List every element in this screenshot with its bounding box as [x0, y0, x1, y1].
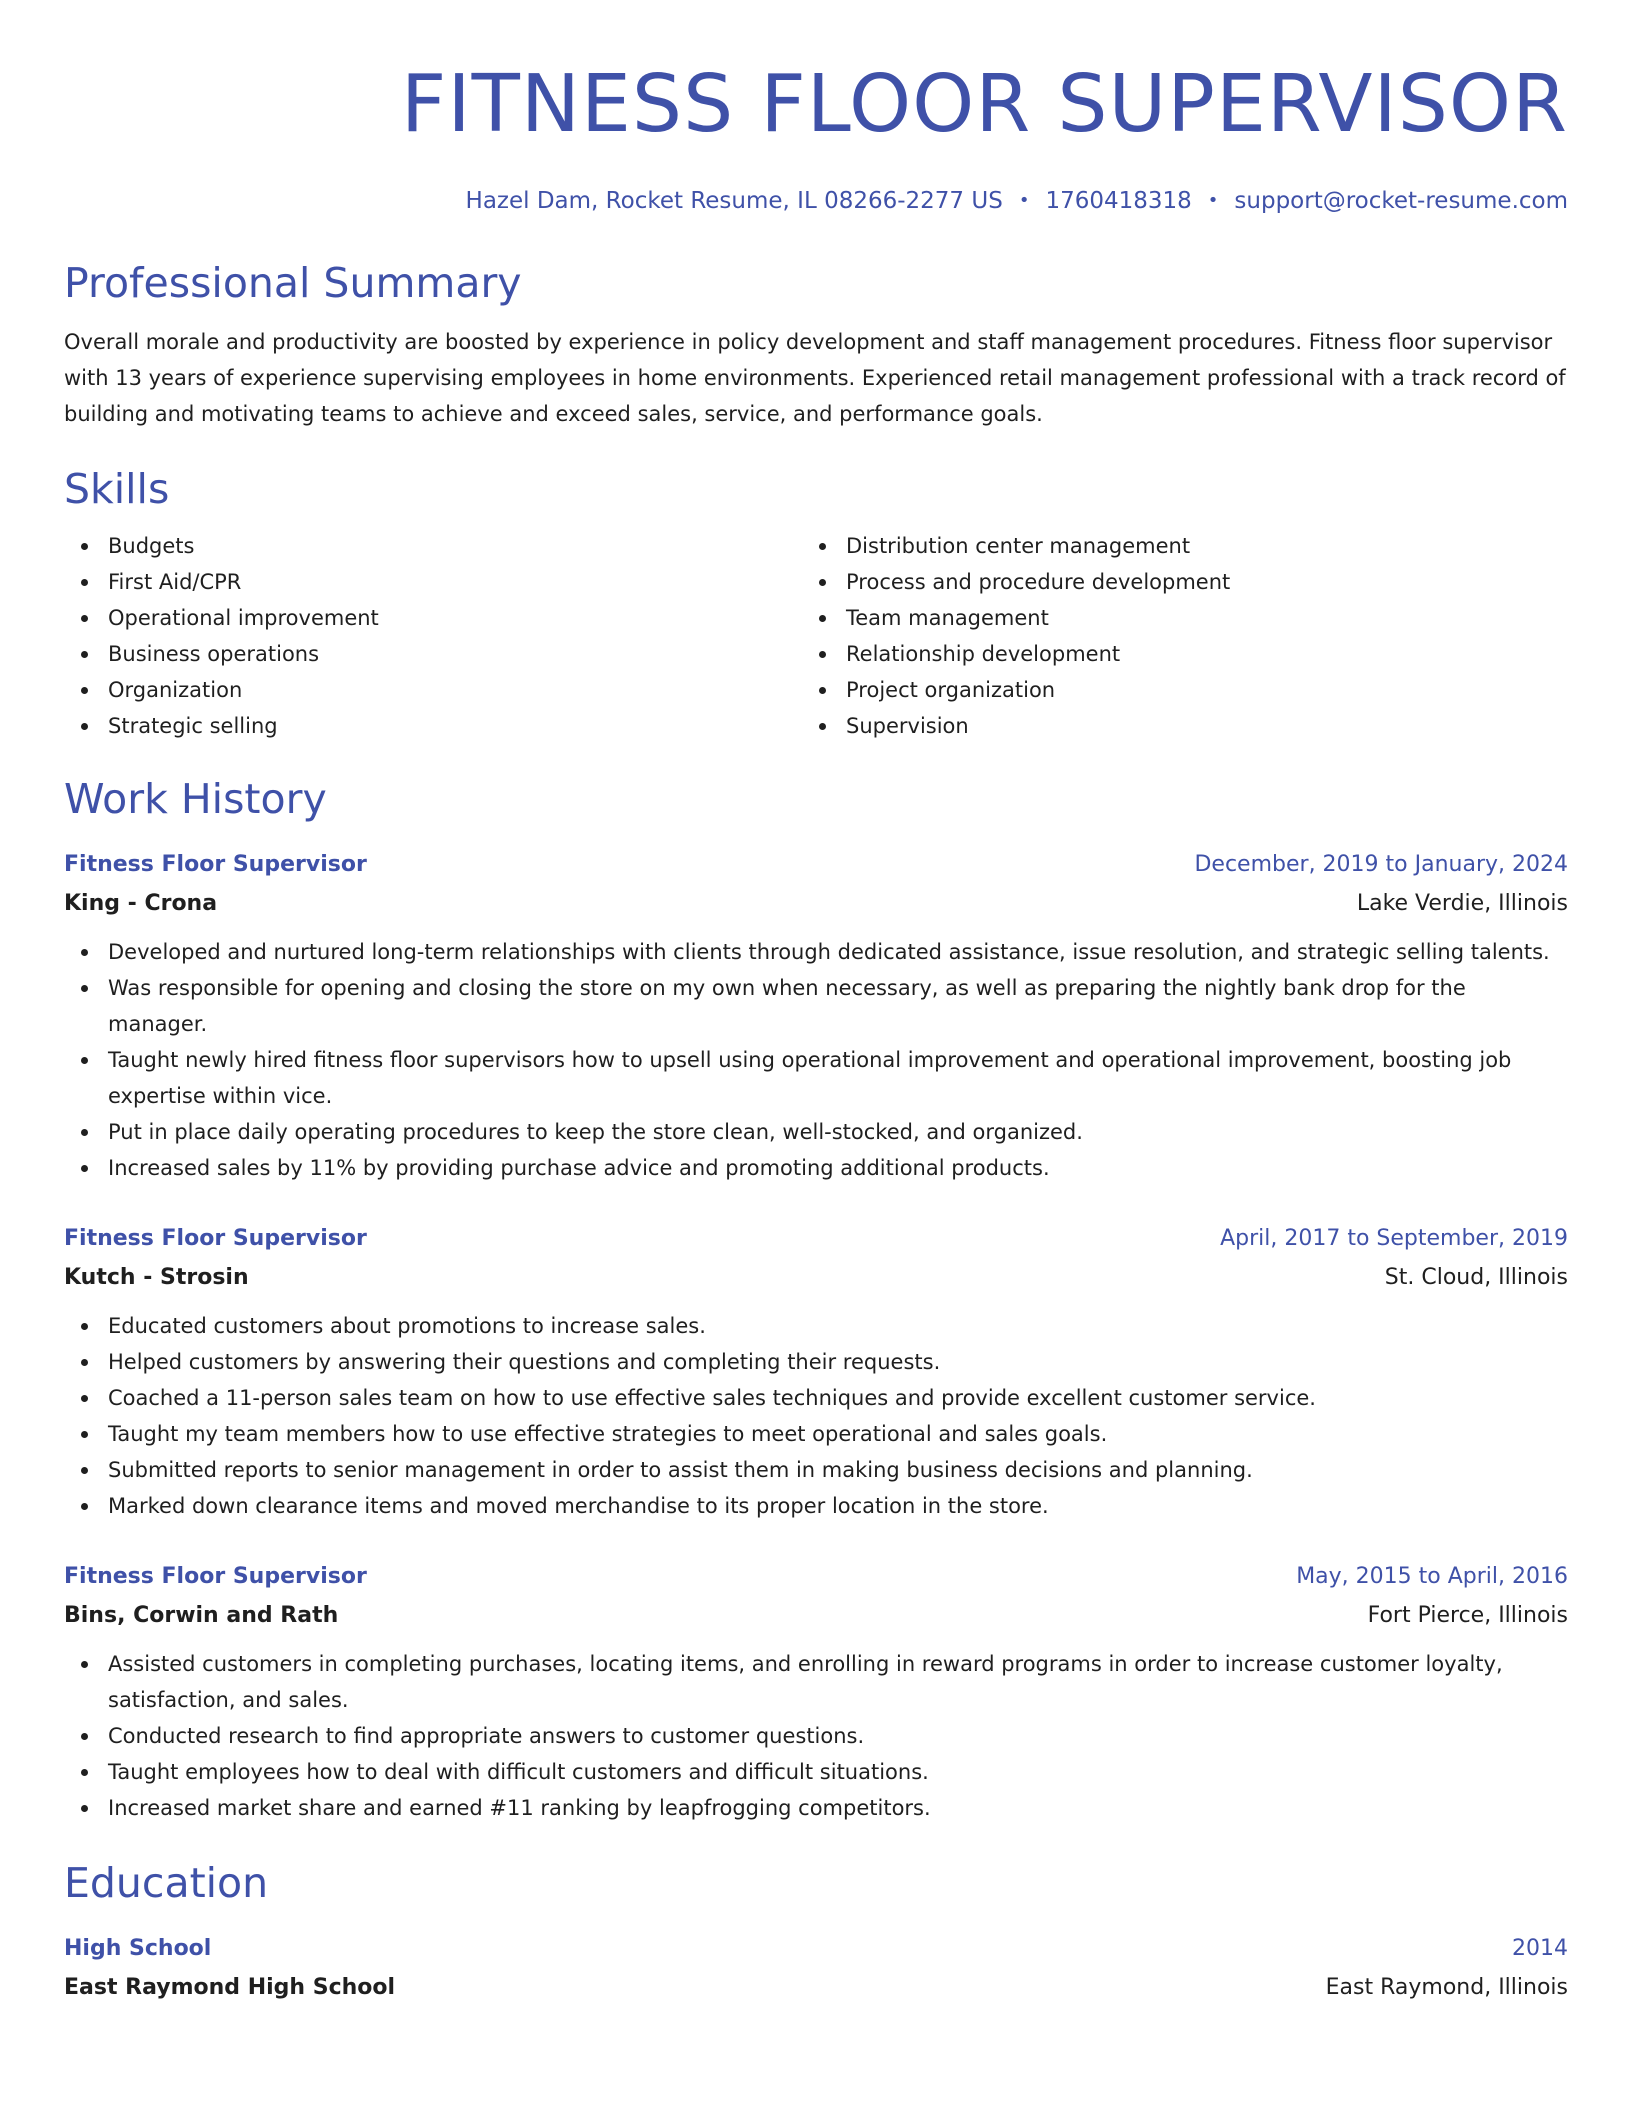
job-location: St. Cloud, Illinois [1384, 1265, 1568, 1290]
skill-item: Supervision [802, 708, 1540, 744]
job-entry [64, 1220, 1568, 1524]
job-role: Fitness Floor Supervisor [64, 852, 367, 877]
skill-item: Project organization [802, 672, 1540, 708]
job-company: Kutch - Strosin [64, 1265, 249, 1290]
job-bullet: Put in place daily operating procedures to keep the store clean, well-stocked, and organized. [64, 1114, 1568, 1150]
contact-address: Hazel Dam, Rocket Resume, IL 08266-2277 US [465, 188, 1003, 214]
job-company: Bins, Corwin and Rath [64, 1603, 339, 1628]
skill-item: First Aid/CPR [64, 564, 802, 600]
skills-column-right [802, 528, 1540, 744]
job-entry [64, 846, 1568, 1186]
skills-list [64, 528, 1568, 744]
contact-line [64, 186, 1568, 216]
job-bullet: Taught newly hired fitness floor supervisors how to upsell using operational improvement and operational improvement, boosting job expertise within vice. [64, 1042, 1568, 1114]
resume-title: FITNESS FLOOR SUPERVISOR [400, 58, 1568, 150]
job-dates: April, 2017 to September, 2019 [1220, 1226, 1568, 1251]
job-role: Fitness Floor Supervisor [64, 1226, 367, 1251]
education-year: 2014 [1512, 1936, 1568, 1961]
skills-heading: Skills [64, 465, 170, 513]
job-location: Lake Verdie, Illinois [1356, 891, 1568, 916]
education-school: East Raymond High School [64, 1975, 396, 2000]
contact-email: support@rocket-resume.com [1234, 188, 1568, 214]
job-bullet: Conducted research to find appropriate answers to customer questions. [64, 1718, 1568, 1754]
education-entry [64, 1930, 1568, 2008]
skill-item: Budgets [64, 528, 802, 564]
job-role: Fitness Floor Supervisor [64, 1564, 367, 1589]
education-heading: Education [64, 1859, 269, 1907]
job-bullets [64, 1646, 1568, 1826]
job-bullet: Increased market share and earned #11 ranking by leapfrogging competitors. [64, 1790, 1568, 1826]
skill-item: Team management [802, 600, 1540, 636]
job-bullets [64, 934, 1568, 1186]
contact-separator: • [1207, 190, 1219, 211]
job-bullet: Educated customers about promotions to increase sales. [64, 1308, 1568, 1344]
contact-phone: 1760418318 [1045, 188, 1192, 214]
education-location: East Raymond, Illinois [1325, 1975, 1568, 2000]
summary-heading: Professional Summary [64, 259, 522, 307]
skill-item: Relationship development [802, 636, 1540, 672]
job-dates: May, 2015 to April, 2016 [1296, 1564, 1568, 1589]
job-bullets [64, 1308, 1568, 1524]
resume-header [64, 56, 1568, 216]
job-bullet: Taught employees how to deal with difficult customers and difficult situations. [64, 1754, 1568, 1790]
job-entry [64, 1558, 1568, 1826]
job-bullet: Developed and nurtured long-term relationships with clients through dedicated assistance, issue resolution, and strategic selling talents. [64, 934, 1568, 970]
job-bullet: Assisted customers in completing purchases, locating items, and enrolling in reward programs in order to increase customer loyalty, satisfaction, and sales. [64, 1646, 1568, 1718]
job-location: Fort Pierce, Illinois [1367, 1603, 1568, 1628]
job-bullet: Taught my team members how to use effective strategies to meet operational and sales goals. [64, 1416, 1568, 1452]
job-bullet: Coached a 11-person sales team on how to use effective sales techniques and provide excellent customer service. [64, 1380, 1568, 1416]
job-bullet: Helped customers by answering their questions and completing their requests. [64, 1344, 1568, 1380]
job-bullet: Was responsible for opening and closing the store on my own when necessary, as well as preparing the nightly bank drop for the manager. [64, 970, 1568, 1042]
skill-item: Process and procedure development [802, 564, 1540, 600]
job-company: King - Crona [64, 891, 218, 916]
skill-item: Business operations [64, 636, 802, 672]
job-bullet: Submitted reports to senior management in order to assist them in making business decisions and planning. [64, 1452, 1568, 1488]
skills-column-left [64, 528, 802, 744]
education-degree: High School [64, 1936, 212, 1961]
job-bullet: Increased sales by 11% by providing purchase advice and promoting additional products. [64, 1150, 1568, 1186]
work-history-heading: Work History [64, 775, 327, 823]
skill-item: Organization [64, 672, 802, 708]
skill-item: Operational improvement [64, 600, 802, 636]
skill-item: Distribution center management [802, 528, 1540, 564]
skill-item: Strategic selling [64, 708, 802, 744]
summary-text: Overall morale and productivity are boosted by experience in policy development and staff management procedures. Fitness floor supervisor with 13 years of experience supervising employees in home environments. Experienced retail management professional with a track record of building and motivating teams to achieve and exceed sales, service, and performance goals. [64, 330, 1566, 426]
job-bullet: Marked down clearance items and moved merchandise to its proper location in the store. [64, 1488, 1568, 1524]
contact-separator: • [1018, 190, 1030, 211]
job-dates: December, 2019 to January, 2024 [1194, 852, 1568, 877]
